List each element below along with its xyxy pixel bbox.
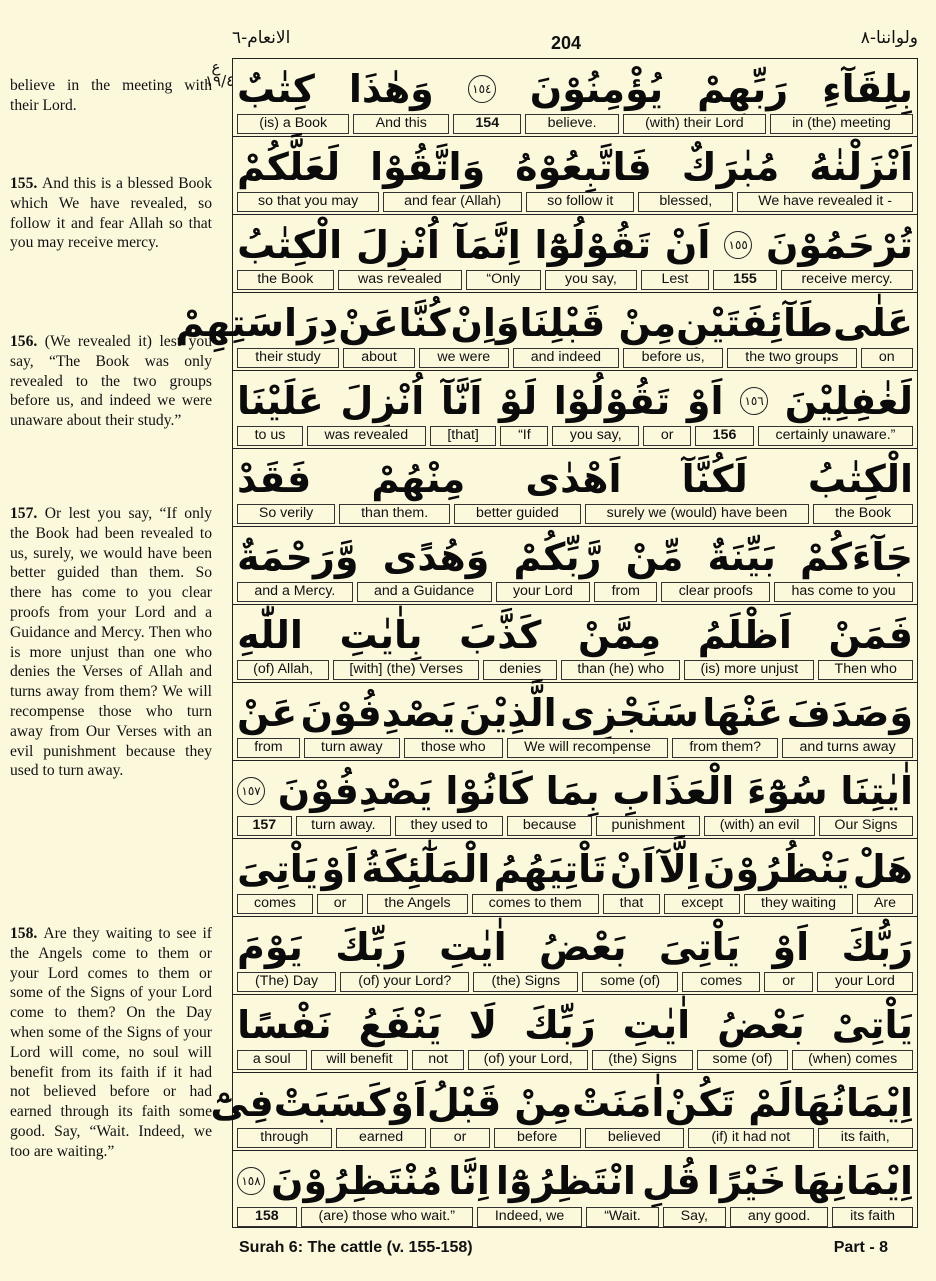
verse-row: [176, 293, 917, 371]
gloss-cell: “Only: [466, 270, 541, 290]
arabic-word: وَاتَّقُوْا: [370, 145, 486, 189]
arabic-word: كَسَبَتْ: [273, 1081, 391, 1125]
gloss-cell: and fear (Allah): [383, 192, 522, 212]
arabic-word: مِّنْ: [625, 535, 684, 579]
arabic-word: لَمْ تَكُنْ: [664, 1081, 793, 1125]
gloss-cell: And this: [353, 114, 449, 134]
verse-number-cell: 156: [695, 426, 754, 446]
gloss-cell: than (he) who: [561, 660, 680, 680]
gloss-cell: a soul: [237, 1050, 306, 1070]
ruku-marker: ع ١٩/٤: [205, 58, 235, 90]
gloss-cell: your Lord: [817, 972, 913, 992]
gloss-cell: some (of): [582, 972, 678, 992]
arabic-word: لَا: [468, 1003, 498, 1047]
gloss-cell: [with] (the) Verses: [333, 660, 479, 680]
gloss-cell: from: [594, 582, 657, 602]
verse-number: 156.: [10, 333, 45, 350]
gloss-cell: or: [430, 1128, 489, 1148]
gloss-cell: [that]: [430, 426, 497, 446]
gloss-cell: the Angels: [367, 894, 467, 914]
arabic-word: خَيْرًا: [706, 1159, 787, 1203]
arabic-word: الَّذِيْنَ: [458, 691, 557, 735]
gloss-cell: Our Signs: [819, 816, 913, 836]
gloss-cell: those who: [404, 738, 503, 758]
arabic-line: [237, 373, 913, 429]
arabic-word: عَنْ: [338, 301, 399, 345]
commentary-verse: [10, 76, 212, 116]
gloss-cell: was revealed: [338, 270, 462, 290]
gloss-cell: believed: [585, 1128, 684, 1148]
arabic-word: انْتَظِرُوْٓا: [495, 1159, 636, 1203]
arabic-word: اٰيٰتِ: [439, 925, 507, 969]
verse-number: 157.: [10, 505, 45, 522]
arabic-word: دِرَاسَتِهِمْ: [176, 301, 339, 345]
gloss-cell: surely we (would) have been: [585, 504, 809, 524]
verse-number: 158.: [10, 925, 44, 942]
arabic-word: جَآءَكُمْ: [800, 535, 913, 579]
english-gloss-line: [237, 426, 913, 446]
arabic-word: وَاِنْ: [450, 301, 520, 345]
arabic-word: سُوْٓءَ: [747, 769, 828, 813]
gloss-cell: or: [764, 972, 813, 992]
commentary-text: Are they waiting to see if the Angels come to them or your Lord comes to them or some of the Signs of your Lord come to them? On the Day when some of the Signs of your Lord will come, no soul will benefit from its faith if it had not believed before or had earned through its faith some good. Say, “Wait. Indeed, we too are waiting.”: [10, 925, 212, 1160]
verse-row: [233, 761, 917, 839]
gloss-cell: in (the) meeting: [770, 114, 913, 134]
arabic-word: رَبِّهِمْ: [697, 67, 789, 111]
gloss-cell: (the) Signs: [473, 972, 578, 992]
arabic-word: اِنَّا: [448, 1159, 490, 1203]
verse-row: [233, 839, 917, 917]
gloss-cell: punishment: [596, 816, 700, 836]
commentary-text: (We revealed it) lest you say, “The Book was only revealed to the two groups before us, and indeed we were unaware about their study.”: [10, 333, 213, 430]
arabic-word: رَّبِّكُمْ: [513, 535, 602, 579]
english-gloss-line: [237, 270, 913, 290]
english-gloss-line: [237, 192, 913, 212]
verse-row: [233, 59, 917, 137]
gloss-cell: Then who: [818, 660, 913, 680]
arabic-word: وَهُدًى: [382, 535, 490, 579]
arabic-word: بَيِّنَةٌ: [707, 535, 776, 579]
arabic-word: تَقُوْلُوْٓا: [534, 223, 652, 267]
arabic-word: اِيْمَانِهَا: [792, 1159, 913, 1203]
verse-row: [233, 1151, 917, 1229]
arabic-word: وَصَدَفَ: [786, 691, 913, 735]
gloss-cell: (are) those who wait.”: [301, 1207, 473, 1227]
gloss-cell: (the) Signs: [592, 1050, 692, 1070]
gloss-cell: before: [494, 1128, 581, 1148]
arabic-line: [237, 139, 913, 195]
arabic-line: [210, 1075, 913, 1131]
gloss-cell: from: [237, 738, 300, 758]
verse-row: [233, 371, 917, 449]
gloss-cell: Say,: [663, 1207, 726, 1227]
arabic-line: [237, 997, 913, 1053]
arabic-word: مِنْهُمْ: [371, 457, 466, 501]
gloss-cell: comes to them: [472, 894, 599, 914]
arabic-word: الْكِتٰبُ: [807, 457, 913, 501]
verse-end-marker: ١٥٨: [237, 1167, 265, 1195]
arabic-word: اَوْ: [390, 1081, 427, 1125]
arabic-word: اَنْ: [609, 847, 656, 891]
gloss-cell: better guided: [454, 504, 581, 524]
footer-part: Part - 8: [833, 1239, 888, 1256]
arabic-word: رَبِّكَ: [335, 925, 407, 969]
arabic-word: الْكِتٰبُ: [237, 223, 343, 267]
gloss-cell: they used to: [395, 816, 503, 836]
gloss-cell: except: [664, 894, 740, 914]
arabic-word: كُنَّا: [398, 301, 451, 345]
arabic-word: اٰيٰتِ: [622, 1003, 691, 1047]
gloss-cell: your Lord: [496, 582, 591, 602]
arabic-word: لَغٰفِلِيْنَ: [784, 379, 913, 423]
arabic-line: [237, 217, 913, 273]
english-gloss-line: [237, 582, 913, 602]
arabic-line: [237, 841, 913, 897]
gloss-cell: to us: [237, 426, 303, 446]
gloss-cell: (with) an evil: [704, 816, 815, 836]
verse-row: [233, 917, 917, 995]
arabic-line: [237, 763, 913, 819]
arabic-word: اِنَّمَآ: [453, 223, 521, 267]
arabic-word: مِمَّنْ: [577, 613, 662, 657]
arabic-word: اٰيٰتِنَا: [840, 769, 913, 813]
english-gloss-line: [237, 816, 913, 836]
gloss-cell: believe.: [525, 114, 618, 134]
gloss-cell: (is) a Book: [237, 114, 349, 134]
arabic-line: [237, 451, 913, 507]
gloss-cell: than them.: [339, 504, 450, 524]
arabic-word: لَكُنَّآ: [681, 457, 748, 501]
arabic-word: بَعْضُ: [717, 1003, 805, 1047]
gloss-cell: and indeed: [513, 348, 620, 368]
verse-row: [233, 215, 917, 293]
gloss-cell: will benefit: [311, 1050, 409, 1070]
arabic-word: اُنْزِلَ: [340, 379, 425, 423]
gloss-cell: earned: [336, 1128, 427, 1148]
gloss-cell: the Book: [813, 504, 913, 524]
arabic-word: يَصْدِفُوْنَ: [277, 769, 433, 813]
arabic-word: اَنْ: [664, 223, 711, 267]
gloss-cell: We have revealed it -: [737, 192, 913, 212]
gloss-cell: So verily: [237, 504, 335, 524]
arabic-word: الْمَلٰٓئِكَةُ: [361, 847, 491, 891]
arabic-word: كَذَّبَ: [459, 613, 542, 657]
gloss-cell: blessed,: [638, 192, 733, 212]
gloss-cell: or: [317, 894, 364, 914]
english-gloss-line: [237, 972, 913, 992]
arabic-word: تُرْحَمُوْنَ: [765, 223, 913, 267]
gloss-cell: about: [343, 348, 415, 368]
commentary-verse: [10, 924, 212, 1162]
arabic-word: اَنْزَلْنٰهُ: [809, 145, 913, 189]
arabic-word: رَبِّكَ: [524, 1003, 596, 1047]
gloss-cell: (is) more unjust: [684, 660, 814, 680]
arabic-word: يَنْظُرُوْنَ: [703, 847, 850, 891]
arabic-word: اللّٰهِ: [237, 613, 303, 657]
arabic-line: [237, 529, 913, 585]
gloss-cell: you say,: [545, 270, 638, 290]
arabic-word: تَاْتِيَهُمُ: [493, 847, 607, 891]
arabic-word: الْعَذَابِ: [612, 769, 735, 813]
arabic-word: اَوْ: [772, 925, 810, 969]
arabic-word: بِاٰيٰتِ: [339, 613, 423, 657]
arabic-word: فَاتَّبِعُوْهُ: [515, 145, 652, 189]
english-gloss-line: [237, 1128, 913, 1148]
gloss-cell: denies: [483, 660, 557, 680]
arabic-word: اَهْدٰى: [525, 457, 622, 501]
gloss-cell: (when) comes: [792, 1050, 913, 1070]
gloss-cell: comes: [237, 894, 313, 914]
verse-row: [233, 137, 917, 215]
arabic-line: [237, 919, 913, 975]
arabic-word: اَوْ: [686, 379, 724, 423]
verse-row: [233, 449, 917, 527]
gloss-cell: its faith: [832, 1207, 913, 1227]
gloss-cell: We will recompense: [507, 738, 668, 758]
gloss-cell: (of) Allah,: [237, 660, 329, 680]
arabic-word: مِنْ قَبْلُ: [426, 1081, 573, 1125]
gloss-cell: receive mercy.: [781, 270, 913, 290]
verse-number-cell: 157: [237, 816, 292, 836]
gloss-cell: and a Guidance: [357, 582, 492, 602]
arabic-word: اِيْمَانُهَا: [792, 1081, 913, 1125]
english-gloss-line: [237, 660, 913, 680]
verse-row: [233, 995, 917, 1073]
gloss-cell: its faith,: [818, 1128, 914, 1148]
verse-row: [233, 605, 917, 683]
arabic-word: يُؤْمِنُوْنَ: [529, 67, 664, 111]
gloss-cell: the two groups: [727, 348, 857, 368]
gloss-cell: certainly unaware.”: [758, 426, 913, 446]
gloss-cell: that: [603, 894, 661, 914]
arabic-line: [237, 685, 913, 741]
arabic-line: [176, 295, 913, 351]
arabic-word: بِلِقَآءِ: [822, 67, 913, 111]
gloss-cell: (if) it had not: [688, 1128, 813, 1148]
english-gloss-line: [237, 114, 913, 134]
arabic-line: [237, 61, 913, 117]
gloss-cell: clear proofs: [661, 582, 770, 602]
arabic-line: [237, 1153, 913, 1209]
arabic-word: مُنْتَظِرُوْنَ: [271, 1159, 443, 1203]
arabic-word: يَاْتِىَ: [237, 847, 319, 891]
gloss-cell: before us,: [623, 348, 723, 368]
arabic-word: اُنْزِلَ: [356, 223, 440, 267]
english-gloss-line: [237, 894, 913, 914]
arabic-word: يَاْتِىْ: [831, 1003, 913, 1047]
gloss-cell: they waiting: [744, 894, 853, 914]
gloss-cell: (with) their Lord: [623, 114, 766, 134]
arabic-word: هَلْ: [852, 847, 913, 891]
arabic-word: عَنْهَا: [702, 691, 784, 735]
gloss-cell: and a Mercy.: [237, 582, 353, 602]
verse-row: [233, 683, 917, 761]
gloss-cell: “Wait.: [586, 1207, 658, 1227]
gloss-cell: turn away: [304, 738, 400, 758]
arabic-word: يَوْمَ: [237, 925, 303, 969]
arabic-word: وَّرَحْمَةٌ: [237, 535, 359, 579]
surah-name-arabic: الانعام-٦: [232, 28, 291, 48]
verse-number: 155.: [10, 175, 43, 192]
verse-end-marker: ١٥٥: [724, 231, 752, 259]
gloss-cell: (The) Day: [237, 972, 336, 992]
commentary-text: believe in the meeting with their Lord.: [10, 77, 212, 114]
gloss-cell: so that you may: [237, 192, 379, 212]
commentary-text: And this is a blessed Book which We have revealed, so follow it and fear Allah so that you may receive mercy.: [10, 175, 213, 252]
arabic-word: بِمَا: [545, 769, 600, 813]
verse-end-marker: ١٥٦: [740, 387, 768, 415]
gloss-cell: Are: [857, 894, 913, 914]
verse-number-cell: 158: [237, 1207, 297, 1227]
gloss-cell: Lest: [641, 270, 709, 290]
english-gloss-line: [237, 1050, 913, 1070]
commentary-verse: [10, 504, 212, 781]
arabic-line: [237, 607, 913, 663]
gloss-cell: so follow it: [526, 192, 634, 212]
verse-end-marker: ١٥٧: [237, 777, 265, 805]
gloss-cell: or: [643, 426, 691, 446]
verse-row: [233, 527, 917, 605]
english-gloss-line: [237, 348, 913, 368]
verse-number-cell: 155: [713, 270, 777, 290]
verse-end-marker: ١٥٤: [468, 75, 496, 103]
arabic-word: تَقُوْلُوْا: [553, 379, 671, 423]
gloss-cell: and turns away: [782, 738, 913, 758]
english-gloss-line: [237, 1207, 913, 1227]
arabic-word: لَعَلَّكُمْ: [237, 145, 341, 189]
page-number: 204: [551, 33, 582, 53]
footer-surah: Surah 6: The cattle (v. 155-158): [239, 1239, 473, 1256]
gloss-cell: has come to you: [774, 582, 913, 602]
arabic-word: لَوْ: [499, 379, 538, 423]
gloss-cell: Indeed, we: [477, 1207, 582, 1227]
arabic-word: كَانُوْا: [445, 769, 533, 813]
arabic-word: مِنْ قَبْلِنَا: [519, 301, 677, 345]
arabic-word: طَآئِفَتَيْنِ: [676, 301, 834, 345]
arabic-word: فَقَدْ: [237, 457, 312, 501]
arabic-word: وَهٰذَا: [348, 67, 434, 111]
gloss-cell: was revealed: [307, 426, 426, 446]
arabic-word: يَاْتِىَ: [658, 925, 741, 969]
arabic-word: نَفْسًا: [237, 1003, 332, 1047]
gloss-cell: because: [507, 816, 592, 836]
arabic-word: بَعْضُ: [539, 925, 627, 969]
gloss-cell: on: [861, 348, 913, 368]
arabic-word: يَصْدِفُوْنَ: [300, 691, 456, 735]
arabic-word: كِتٰبٌ: [237, 67, 315, 111]
arabic-word: اٰمَنَتْ: [572, 1081, 665, 1125]
arabic-word: قُلِ: [641, 1159, 701, 1203]
arabic-word: اَوْ: [321, 847, 359, 891]
gloss-cell: turn away.: [296, 816, 391, 836]
english-gloss-line: [237, 738, 913, 758]
gloss-cell: their study: [237, 348, 339, 368]
english-gloss-line: [237, 504, 913, 524]
gloss-cell: the Book: [237, 270, 334, 290]
gloss-cell: from them?: [672, 738, 778, 758]
arabic-word: اَنَّآ: [440, 379, 483, 423]
arabic-word: رَبُّكَ: [841, 925, 913, 969]
commentary-verse: [10, 174, 212, 253]
commentary-text: Or lest you say, “If only the Book had been revealed to us, surely, we would have been better guided than them. So there has come to you clear proofs from your Lord and a Guidance and Mercy. Then who is more unjust than one who denies the Verses of Allah and turns away from them? We will recompense those who turn away from Our Verses with an evil punishment because they used to turn away.: [10, 505, 213, 780]
arabic-word: فَمَنْ: [828, 613, 913, 657]
verse-row: [210, 1073, 917, 1151]
gloss-cell: not: [412, 1050, 463, 1070]
gloss-cell: you say,: [552, 426, 639, 446]
gloss-cell: some (of): [697, 1050, 789, 1070]
gloss-cell: (of) your Lord,: [468, 1050, 589, 1070]
arabic-word: اِلَّآ: [658, 847, 700, 891]
arabic-word: عَلٰى: [833, 301, 913, 345]
gloss-cell: through: [237, 1128, 332, 1148]
juz-name-arabic: ولواننا-٨: [860, 28, 918, 48]
arabic-word: فِىْٓ: [210, 1081, 274, 1125]
arabic-word: عَنْ: [237, 691, 298, 735]
arabic-word: عَلَيْنَا: [237, 379, 324, 423]
arabic-word: اَظْلَمُ: [697, 613, 792, 657]
arabic-word: مُبٰرَكٌ: [681, 145, 780, 189]
arabic-word: سَنَجْزِى: [560, 691, 699, 735]
verse-number-cell: 154: [453, 114, 521, 134]
gloss-cell: (of) your Lord?: [340, 972, 469, 992]
gloss-cell: we were: [419, 348, 508, 368]
gloss-cell: “If: [500, 426, 548, 446]
gloss-cell: comes: [682, 972, 760, 992]
arabic-word: يَنْفَعُ: [358, 1003, 442, 1047]
gloss-cell: any good.: [730, 1207, 828, 1227]
